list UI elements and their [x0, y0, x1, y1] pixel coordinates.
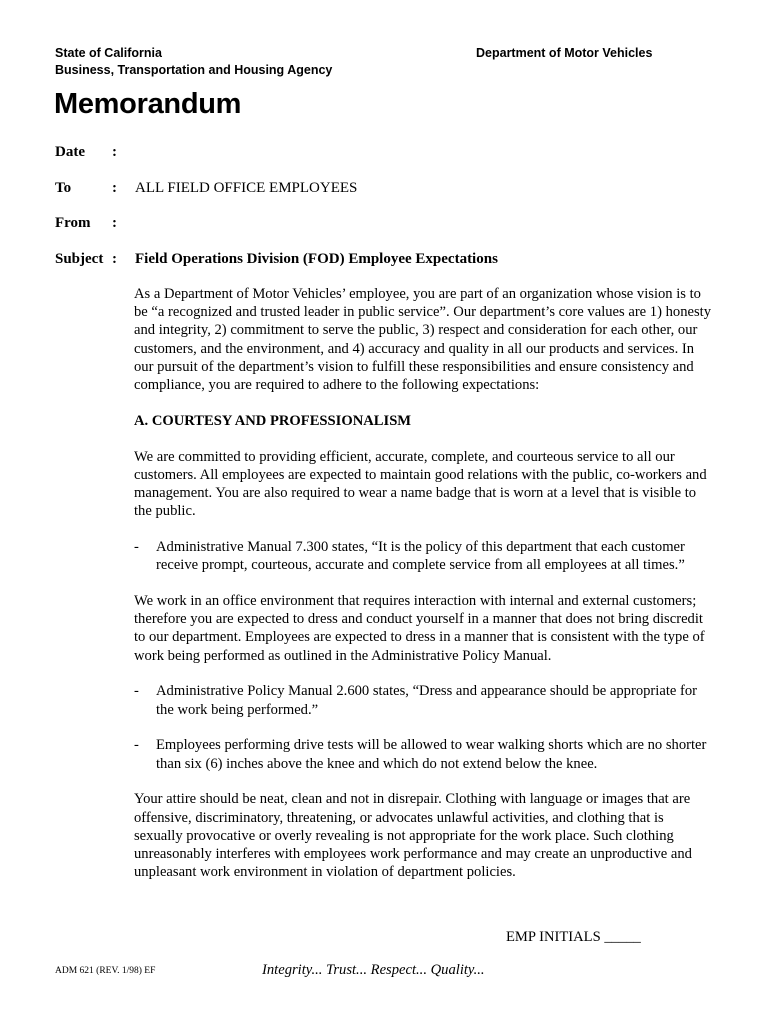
- dress-paragraph: We work in an office environment that requires interaction with internal and external customers; therefore you are expected to dress and conduct yourself in a manner that does not bring discredit to our department. Employees are expected to dress in a manner that is consistent with the type of work being performed as outlined in the Administrative Policy Manual.: [134, 593, 705, 664]
- department-name: Department of Motor Vehicles: [476, 46, 653, 60]
- agency-header: [55, 45, 332, 79]
- form-code: ADM 621 (REV. 1/98) EF: [55, 966, 156, 976]
- bullet-dash: -: [134, 539, 139, 556]
- intro-paragraph: As a Department of Motor Vehicles’ employee, you are part of an organization whose vision is to be “a recognized and trusted leader in public service”. Our department’s core values are 1) honesty and integrity, 2) commitment to serve the public, 3) respect and consideration for each other, our customers, and the environment, and 4) accuracy and quality in all our products and services. In our pursuit of the department’s vision to fulfill these responsibilities and ensure consistency and compliance, you are required to adhere to the following expectations:: [134, 286, 712, 394]
- bullet-text: Administrative Policy Manual 2.600 states, “Dress and appearance should be appropriate for the work being performed.”: [156, 683, 698, 718]
- footer-motto: Integrity... Trust... Respect... Quality...: [262, 962, 485, 978]
- courtesy-paragraph: We are committed to providing efficient, accurate, complete, and courteous service to all our customers. All employees are expected to maintain good relations with the public, co-workers and management. You are also required to wear a name badge that is worn at a level that is visible to the public.: [134, 448, 707, 520]
- memo-body: [134, 285, 714, 899]
- subject-value: Field Operations Division (FOD) Employee Expectations: [135, 251, 498, 267]
- bullet-item: [134, 538, 714, 574]
- from-label: From: [55, 215, 91, 231]
- bullet-dash: -: [134, 683, 139, 700]
- employee-initials-line: EMP INITIALS _____: [506, 929, 641, 945]
- to-label: To: [55, 180, 72, 196]
- bullet-item: [134, 736, 714, 772]
- memo-title: Memorandum: [54, 88, 242, 120]
- state-name: State of California: [55, 46, 162, 60]
- to-value: ALL FIELD OFFICE EMPLOYEES: [135, 180, 358, 196]
- agency-name: Business, Transportation and Housing Agency: [55, 63, 333, 77]
- attire-paragraph: Your attire should be neat, clean and not in disrepair. Clothing with language or images that are offensive, discriminatory, threatening, or advocates unlawful activities, and clothing that is sexually provocative or overly revealing is not appropriate for the work place. Such clothing unreasonably interferes with employees work performance and may create an unproductive and unpleasant work environment in violation of department policies.: [134, 791, 692, 881]
- subject-label: Subject: [55, 251, 104, 267]
- bullet-item: [134, 682, 714, 718]
- section-a-heading: A. COURTESY AND PROFESSIONALISM: [134, 412, 412, 429]
- date-label: Date: [55, 144, 85, 160]
- bullet-text: Employees performing drive tests will be allowed to wear walking shorts which are no shorter than six (6) inches above the knee and which do not extend below the knee.: [156, 737, 707, 772]
- bullet-text: Administrative Manual 7.300 states, “It is the policy of this department that each customer receive prompt, courteous, accurate and complete service from all employees at all times.”: [156, 539, 685, 574]
- bullet-dash: -: [134, 737, 139, 754]
